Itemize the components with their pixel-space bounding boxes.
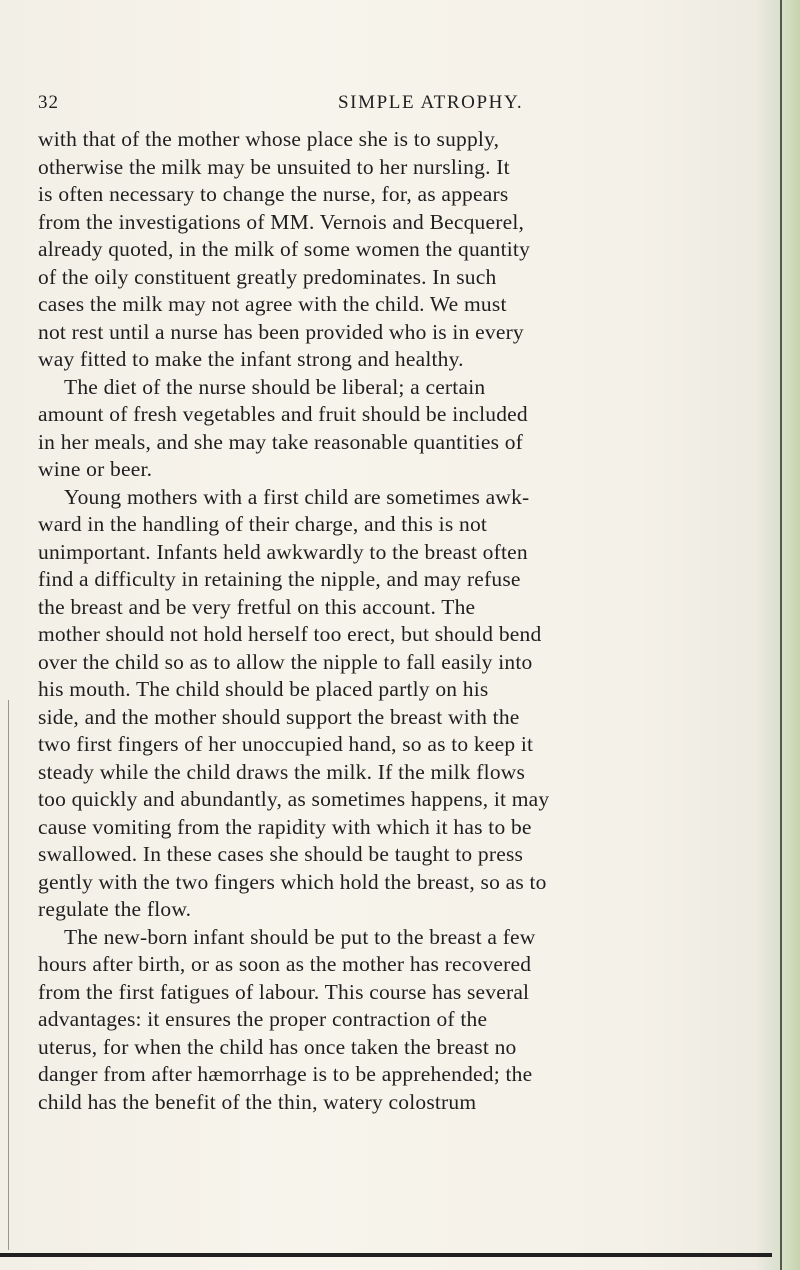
text-line-1: with that of the mother whose place she is to supply, [38, 127, 500, 151]
text-line-16: unimportant. Infants held awkwardly to the breast often [38, 539, 528, 564]
text-line-33: advantages: it ensures the proper contraction of the [38, 1007, 488, 1031]
text-line-26: cause vomiting from the rapidity with which it has to be [38, 814, 532, 839]
text-line-36: child has the benefit of the thin, watery colostrum [38, 1089, 477, 1114]
bottom-page-rule [0, 1253, 772, 1257]
text-line-20: over the child so as to allow the nipple to fall easily into [38, 649, 533, 674]
text-line-15: ward in the handling of their charge, and this is not [38, 512, 488, 536]
text-line-34: uterus, for when the child has once taken the breast no [38, 1034, 517, 1059]
text-line-27: swallowed. In these cases she should be taught to press [38, 842, 524, 866]
running-title: SIMPLE ATROPHY. [338, 92, 524, 113]
page-edge-shadow [756, 0, 800, 1270]
text-line-22: side, and the mother should support the breast with the [38, 704, 520, 729]
text-line-18: the breast and be very fretful on this account. The [38, 594, 476, 619]
text-line-25: too quickly and abundantly, as sometimes happens, it may [38, 787, 550, 811]
text-line-7: cases the milk may not agree with the child. We must [38, 292, 507, 316]
text-line-8: not rest until a nurse has been provided who is in every [38, 319, 524, 344]
text-line-31: hours after birth, or as soon as the mother has recovered [38, 952, 532, 976]
text-line-29: regulate the flow. [38, 897, 192, 921]
text-line-13: wine or beer. [38, 457, 153, 481]
text-line-6: of the oily constituent greatly predominates. In such [38, 264, 497, 289]
text-line-32: from the first fatigues of labour. This course has several [38, 979, 530, 1004]
page-margin-line [8, 700, 9, 1250]
text-line-35: danger from after hæmorrhage is to be apprehended; the [38, 1062, 533, 1086]
text-line-9: way fitted to make the infant strong and healthy. [38, 347, 464, 371]
page-edge-line [780, 0, 782, 1270]
text-line-14: Young mothers with a first child are sometimes awk- [64, 484, 530, 509]
body-text [38, 126, 748, 1116]
text-line-4: from the investigations of MM. Vernois and Becquerel, [38, 209, 525, 234]
text-line-19: mother should not hold herself too erect, but should bend [38, 622, 542, 646]
text-line-21: his mouth. The child should be placed partly on his [38, 677, 489, 701]
running-head [38, 92, 748, 118]
text-line-23: two first fingers of her unoccupied hand, so as to keep it [38, 732, 534, 756]
text-line-5: already quoted, in the milk of some women the quantity [38, 237, 531, 261]
page-number: 32 [38, 92, 59, 113]
text-line-24: steady while the child draws the milk. If the milk flows [38, 759, 526, 784]
text-line-11: amount of fresh vegetables and fruit should be included [38, 402, 528, 426]
text-line-10: The diet of the nurse should be liberal; a certain [64, 374, 486, 399]
text-line-2: otherwise the milk may be unsuited to her nursling. It [38, 154, 510, 179]
text-line-28: gently with the two fingers which hold the breast, so as to [38, 869, 547, 894]
text-line-30: The new-born infant should be put to the breast a few [64, 924, 536, 949]
text-line-3: is often necessary to change the nurse, for, as appears [38, 182, 509, 206]
text-line-12: in her meals, and she may take reasonable quantities of [38, 429, 524, 454]
text-line-17: find a difficulty in retaining the nipple, and may refuse [38, 567, 521, 591]
